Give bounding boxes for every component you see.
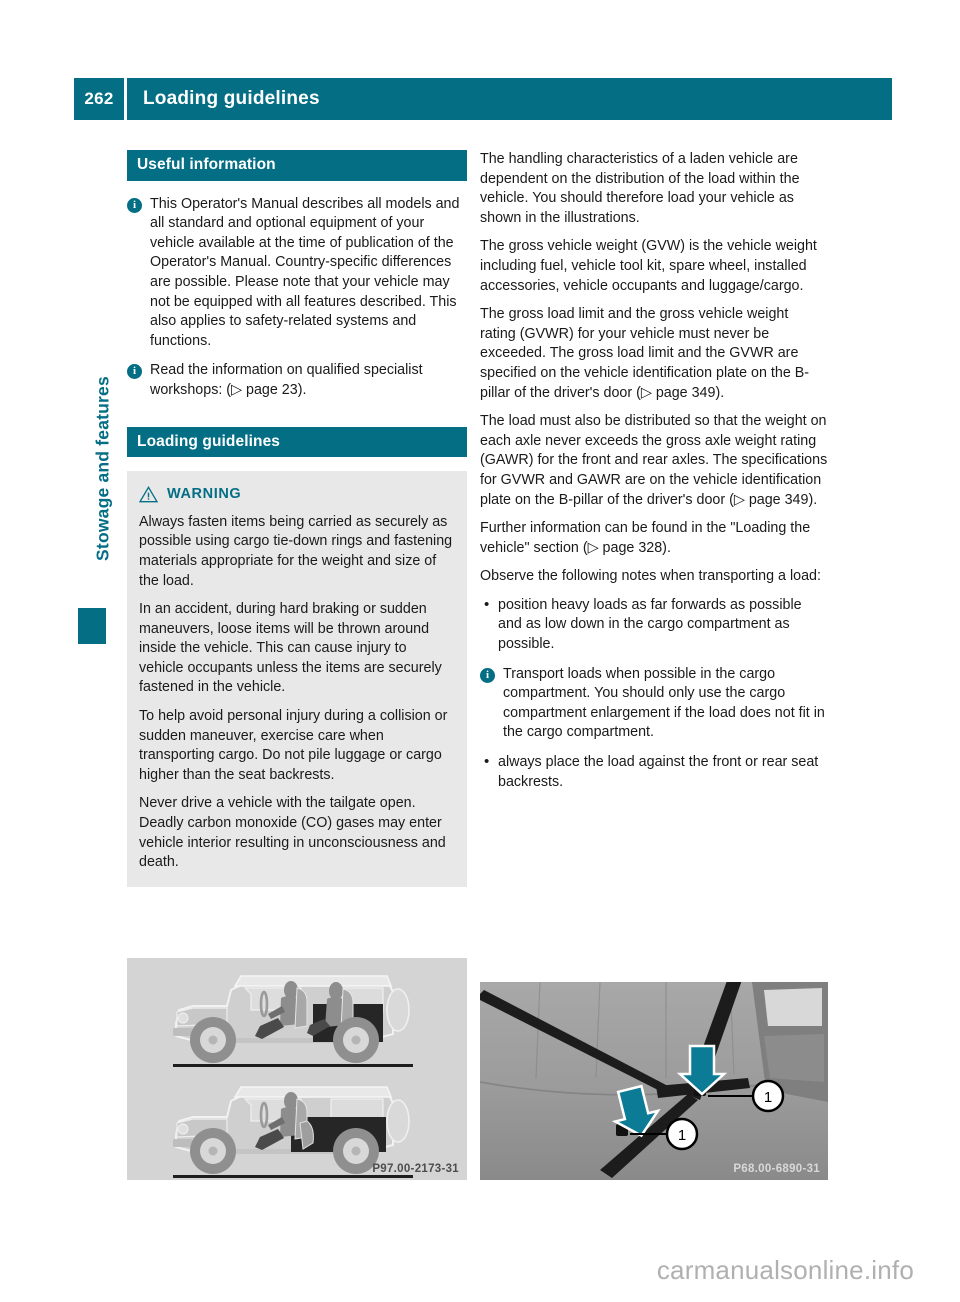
warning-box xyxy=(127,471,467,887)
left-column xyxy=(127,150,467,887)
body-paragraph: Further information can be found in the "Loading the vehicle" section (▷ page 328). xyxy=(480,520,811,556)
body-paragraph: The gross load limit and the gross vehicle weight rating (GVWR) for your vehicle must never be exceeded. The gross load limit and the GVWR are specified on the vehicle identification plate on the B-pillar of the driver's door (▷ page 349). xyxy=(480,306,810,401)
figure-vehicle-loading xyxy=(127,958,467,1180)
figure-seat-belt-tie-down xyxy=(480,982,828,1180)
body-paragraph: The load must also be distributed so that the weight on each axle never exceeds the gross axle weight rating (GAWR) for the front and rear axles. The specifications for GVWR and GAWR are on the vehicle identification plate on the B-pillar of the driver's door (▷ page 349). xyxy=(480,413,828,508)
body-paragraph: Observe the following notes when transporting a load: xyxy=(480,568,821,585)
list-item: • position heavy loads as far forwards as possible and as low down in the cargo compartment as possible. xyxy=(480,596,828,655)
page-title: Loading guidelines xyxy=(127,78,892,120)
warning-paragraph: Always fasten items being carried as securely as possible using cargo tie-down rings and fastening materials appropriate for the weight and size of the load. xyxy=(139,513,453,589)
body-paragraph: The handling characteristics of a laden vehicle are dependent on the distribution of the load within the vehicle. You should therefore load your vehicle as shown in the illustrations. xyxy=(480,151,800,226)
figure-reference-code: P97.00-2173-31 xyxy=(372,1163,459,1175)
section-heading-loading-guidelines: Loading guidelines xyxy=(127,427,467,458)
list-item: • always place the load against the front or rear seat backrests. xyxy=(480,753,828,792)
info-note xyxy=(127,361,467,400)
bullet-list xyxy=(480,596,828,655)
chapter-side-tab xyxy=(78,340,113,640)
vehicle-side-view-illustration xyxy=(127,958,467,1180)
warning-header xyxy=(139,485,455,505)
info-note xyxy=(127,195,467,352)
svg-text:1: 1 xyxy=(763,1089,773,1106)
body-paragraph: The gross vehicle weight (GVW) is the vehicle weight including fuel, vehicle tool kit, spare wheel, installed accessories, vehicle occupants and luggage/cargo. xyxy=(480,238,817,294)
rear-seat-photo-illustration xyxy=(480,982,828,1180)
svg-text:1: 1 xyxy=(677,1127,687,1144)
info-icon: i xyxy=(127,364,142,379)
chapter-side-tab-label: Stowage and features xyxy=(92,376,113,561)
info-note xyxy=(480,665,828,743)
warning-paragraph: Never drive a vehicle with the tailgate open. Deadly carbon monoxide (CO) gases may enter vehicle interior resulting in unconsciousness and death. xyxy=(139,795,446,871)
figure-reference-code: P68.00-6890-31 xyxy=(733,1163,820,1175)
section-heading-useful-information: Useful information xyxy=(127,150,467,181)
warning-paragraph: To help avoid personal injury during a collision or sudden maneuver, exercise care when transporting cargo. Do not pile luggage or cargo higher than the seat backrests. xyxy=(139,708,448,783)
bullet-list xyxy=(480,753,828,792)
info-note-text: This Operator's Manual describes all models and all standard and optional equipment of your vehicle available at the time of publication of the Operator's Manual. Country-specific differences are possible. Please note that your vehicle may not be equipped with all features described. This also applies to safety-related systems and functions. xyxy=(150,195,460,349)
info-note-text: Transport loads when possible in the cargo compartment. You should only use the cargo compartment enlargement if the load does not fit in the cargo compartment. xyxy=(503,665,825,741)
right-column xyxy=(480,150,828,802)
page-header xyxy=(74,78,892,120)
warning-triangle-icon xyxy=(139,486,158,503)
info-icon: i xyxy=(127,198,142,213)
chapter-tab-marker xyxy=(78,608,106,644)
page-number: 262 xyxy=(74,78,124,120)
info-note-text: Read the information on qualified specialist workshops: (▷ page 23). xyxy=(150,362,423,398)
warning-paragraph: In an accident, during hard braking or sudden maneuvers, loose items will be thrown around inside the vehicle. This can cause injury to vehicle occupants unless the items are securely fastened in the vehicle. xyxy=(139,601,442,696)
info-icon: i xyxy=(480,668,495,683)
site-watermark: carmanualsonline.info xyxy=(656,1255,914,1285)
warning-label: WARNING xyxy=(167,486,242,503)
